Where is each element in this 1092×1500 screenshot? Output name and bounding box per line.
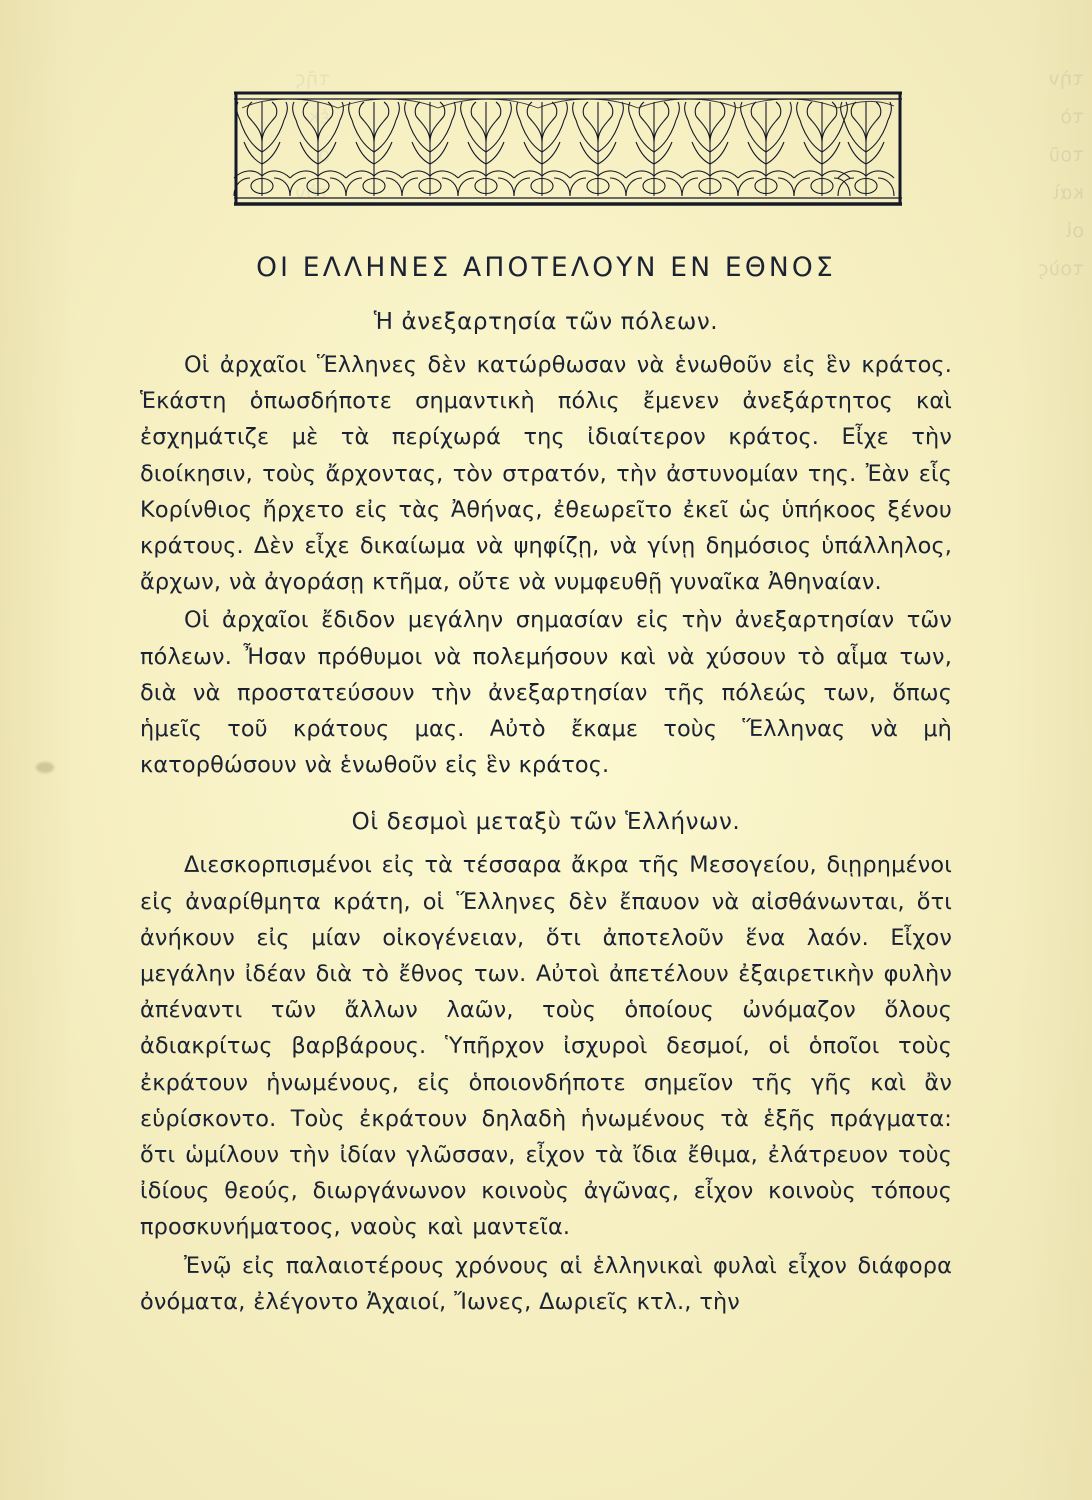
art-nouveau-floral-band-icon xyxy=(228,86,908,214)
paragraph: Οἱ ἀρχαῖοι Ἕλληνες δὲν κατώρθωσαν νὰ ἑνωθοῦν εἰς ἓν κράτος. Ἑκάστη ὁπωσδήποτε σημαντικὴ πόλις ἔμενεν ἀνεξάρτητος καὶ ἐσχημάτιζε μὲ τὰ περίχωρά της ἰδιαίτερον κράτος. Εἶχε τὴν διοίκησιν, τοὺς ἄρχοντας, τὸν στρατόν, τὴν ἀστυνομίαν της. Ἐὰν εἷς Κορίνθιος ἤρχετο εἰς τὰς Ἀθήνας, ἐθεωρεῖτο ἐκεῖ ὡς ὑπήκοος ξένου κράτους. Δὲν εἶχε δικαίωμα νὰ ψηφίζῃ, νὰ γίνῃ δημόσιος ὑπάλληλος, ἄρχων, νὰ ἀγοράσῃ κτῆμα, οὔτε νὰ νυμφευθῇ γυναῖκα Ἀθηναίαν. xyxy=(140,352,952,596)
paragraph: Ἐνῷ εἰς παλαιοτέρους χρόνους αἱ ἑλληνικαὶ φυλαὶ εἶχον διάφορα ὀνόματα, ἐλέγοντο Ἀχαιοί, Ἴωνες, Δωριεῖς κτλ., τὴν xyxy=(140,1252,952,1315)
paragraph: Οἱ ἀρχαῖοι ἔδιδον μεγάλην σημασίαν εἰς τὴν ἀνεξαρτησίαν τῶν πόλεων. Ἦσαν πρόθυμοι νὰ πολεμήσουν καὶ νὰ χύσουν τὸ αἷμα των, διὰ νὰ προστατεύσουν τὴν ἀνεξαρτησίαν τῆς πόλεώς των, ὅπως ἡμεῖς τοῦ κράτους μας. Αὐτὸ ἔκαμε τοὺς Ἕλληνας νὰ μὴ κατορθώσουν νὰ ἑνωθοῦν εἰς ἓν κράτος. xyxy=(140,607,952,779)
paragraph: Διεσκορπισμένοι εἰς τὰ τέσσαρα ἄκρα τῆς Μεσογείου, διῃρημένοι εἰς ἀναρίθμητα κράτη, οἱ Ἕλληνες δὲν ἔπαυον νὰ αἰσθάνωνται, ὅτι ἀνήκουν εἰς μίαν οἰκογένειαν, ὅτι ἀποτελοῦν ἕνα λαόν. Εἶχον μεγάλην ἰδέαν διὰ τὸ ἔθνος των. Αὐτοὶ ἀπετέλουν ἐξαιρετικὴν φυλὴν ἀπέναντι τῶν ἄλλων λαῶν, τοὺς ὁποίους ὠνόμαζον ὅλους ἀδιακρίτως βαρβάρους. Ὑπῆρχον ἰσχυροὶ δεσμοί, οἱ ὁποῖοι τοὺς ἐκράτουν ἡνωμένους, εἰς ὁποιονδήποτε σημεῖον τῆς γῆς καὶ ἂν εὑρίσκοντο. Τοὺς ἐκράτουν δηλαδὴ ἡνωμένους τὰ ἑξῆς πράγματα: ὅτι ὡμίλουν τὴν ἰδίαν γλῶσσαν, εἶχον τὰ ἴδια ἔθιμα, ἐλάτρευον τοὺς ἰδίους θεούς, διωργάνωνον κοινοὺς ἀγῶνας, εἶχον κοινοὺς τόπους προσκυνήματοος, ναοὺς καὶ μαντεῖα. xyxy=(140,852,952,1241)
chapter-title: ΟΙ ΕΛΛΗΝΕΣ ΑΠΟΤΕΛΟΥΝ ΕΝ ΕΘΝΟΣ xyxy=(256,252,836,283)
text-block xyxy=(140,252,952,1320)
section-heading-2: Οἱ δεσμοὶ μεταξὺ τῶν Ἑλλήνων. xyxy=(351,809,741,836)
section-heading-1: Ἡ ἀνεξαρτησία τῶν πόλεων. xyxy=(373,309,719,335)
